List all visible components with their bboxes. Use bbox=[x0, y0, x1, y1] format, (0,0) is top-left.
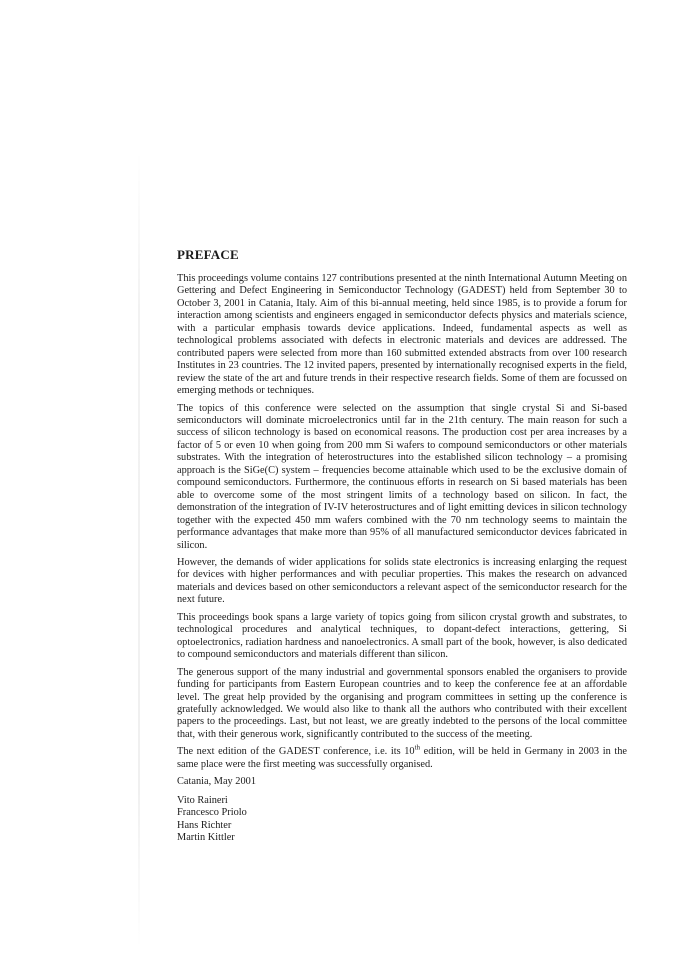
signer-name: Hans Richter bbox=[177, 819, 232, 831]
paragraph-demands: However, the demands of wider applications for solids state electronics is increasing enlarging the request for devices with higher performances and with peculiar properties. This makes the research on advanced materials and devices based on other semiconductors a relevant aspect of the semiconductor research for the next future. bbox=[177, 556, 627, 606]
signer-name: Francesco Priolo bbox=[177, 807, 247, 819]
preface-heading: PREFACE bbox=[177, 247, 239, 262]
next-edition-ordinal: th bbox=[414, 743, 421, 752]
next-edition-text-end: edition, will be held in Germany in 2003 in the same place were the first meeting was successfully organised. bbox=[177, 746, 627, 770]
paragraph-next-edition bbox=[177, 743, 627, 771]
signers-list bbox=[177, 795, 627, 845]
signer-name: Vito Raineri bbox=[177, 794, 228, 806]
paragraph-acknowledgements: The generous support of the many industrial and governmental sponsors enabled the organisers to provide funding for participants from Eastern European countries and to keep the conference fee at an affordable level. The great help provided by the organising and program committees in setting up the conference is gratefully acknowledged. We would also like to thank all the authors who contributed with their excellent papers to the proceedings. Last, but not least, we are greatly indebted to the persons of the local committee that, with their generous work, significantly contributed to the success of the meeting. bbox=[177, 666, 627, 740]
paragraph-introduction: This proceedings volume contains 127 contributions presented at the ninth International Autumn Meeting on Gettering and Defect Engineering in Semiconductor Technology (GADEST) held from September 30 to October 3, 2001 in Catania, Italy. Aim of this bi-annual meeting, held since 1985, is to provide a forum for interaction among scientists and engineers engaged in semiconductor defects physics and materials science, with a particular emphasis towards device applications. Indeed, fundamental aspects as well as technological problems associated with defects in electronic materials and devices are addressed. The contributed papers were selected from more than 160 submitted extended abstracts from over 100 research Institutes in 23 countries. The 12 invited papers, presented by internationally recognised experts in the field, review the state of the art and future trends in their respective research fields. Some of them are focussed on emerging methods or techniques. bbox=[177, 273, 627, 397]
paragraph-scope: This proceedings book spans a large variety of topics going from silicon crystal growth and substrates, to technological procedures and analytical techniques, to dopant-defect interactions, gettering, Si optoelectronics, radiation hardness and nanoelectronics. A small part of the book, however, is also dedicated to compound semiconductors and materials different than silicon. bbox=[177, 611, 627, 661]
place-date: Catania, May 2001 bbox=[177, 776, 256, 788]
signer-name: Martin Kittler bbox=[177, 832, 235, 844]
scan-page-edge bbox=[138, 150, 140, 950]
next-edition-text-start: The next edition of the GADEST conference, i.e. its 10 bbox=[177, 746, 415, 758]
paragraph-topics: The topics of this conference were selected on the assumption that single crystal Si and Si-based semiconductors will dominate microelectronics until far in the 21th century. The main reason for such a success of silicon technology is based on economical reasons. The production cost per area increases by a factor of 5 or even 10 when going from 200 mm Si wafers to compound semiconductors or other materials substrates. With the integration of heterostructures into the established silicon technology – a promising approach is the SiGe(C) system – frequencies become attainable which used to be the exclusive domain of compound semiconductors. Furthermore, the continuous efforts in research on Si based materials has been able to overcome some of the most stringent limits of a technology based on silicon. In fact, the demonstration of the integration of IV-IV heterostructures and of light emitting devices in silicon technology together with the expected 450 mm wafers combined with the 70 nm technology seems to maintain the performance advantages that make more than 95% of all manufactured semiconductor devices fabricated in silicon. bbox=[177, 402, 627, 551]
preface-section bbox=[177, 247, 627, 844]
